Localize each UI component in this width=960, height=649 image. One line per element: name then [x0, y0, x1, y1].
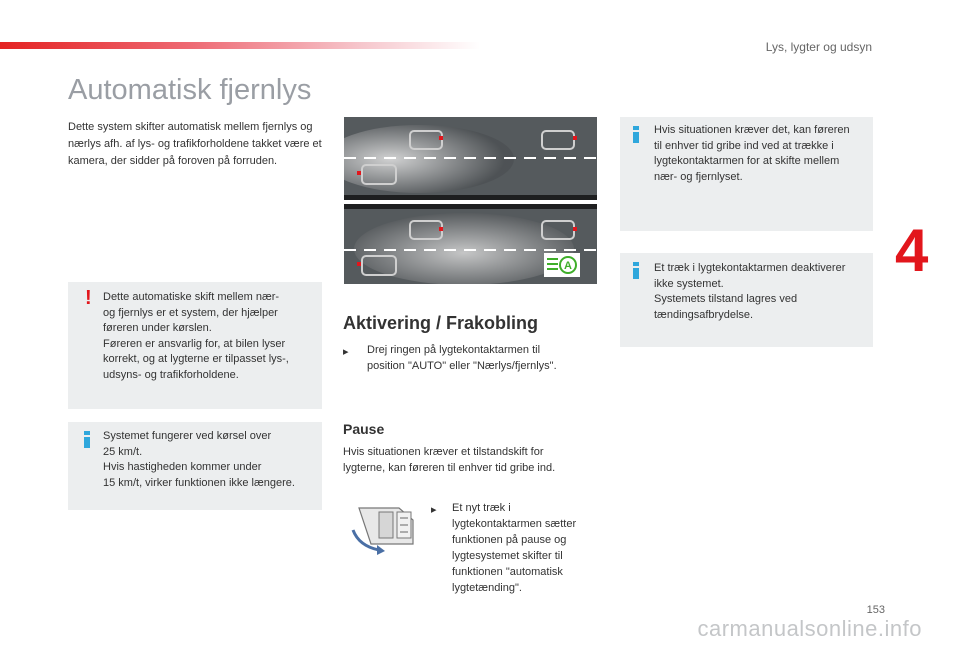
light-stalk-illustration: [349, 500, 427, 556]
pause-bullet-line: funktionen på pause og: [452, 534, 567, 546]
page-number: 153: [866, 604, 885, 616]
warning-text: [103, 290, 318, 383]
watermark: carmanualsonline.info: [697, 616, 922, 641]
auto-high-beam-badge-icon: [544, 253, 580, 277]
info-line: tændingsafbrydelse.: [654, 308, 754, 321]
page-title: Automatisk fjernlys: [68, 74, 312, 106]
activation-heading: Aktivering / Frakobling: [343, 313, 539, 333]
info-line: 25 km/t.: [103, 445, 143, 458]
pause-line: Hvis situationen kræver et tilstandskift for: [343, 446, 544, 458]
info-text-speed: [103, 429, 318, 491]
info-line: Hvis hastigheden kommer under: [103, 461, 262, 473]
activation-line: Drej ringen på lygtekontaktarmen til: [367, 344, 541, 356]
pause-bullet-line: funktionen "automatisk: [452, 566, 563, 578]
warning-line: Føreren er ansvarlig for, at bilen lyser: [103, 337, 286, 350]
activation-text: [367, 342, 597, 374]
pause-bullet-line: Et nyt træk i: [452, 502, 511, 514]
road-illustration: [344, 117, 597, 284]
info-box-override: [620, 117, 873, 231]
pause-heading: Pause: [343, 421, 385, 437]
pause-text: [343, 444, 593, 476]
info-line: Et træk i lygtekontaktarmen deaktiverer: [654, 262, 846, 274]
info-line: Systemet fungerer ved kørsel over: [103, 430, 272, 442]
pause-line: lygterne, kan føreren til enhver tid gribe ind.: [343, 462, 556, 474]
top-accent-bar: [0, 42, 480, 49]
info-line: til enhver tid gribe ind ved at trække i: [654, 139, 834, 152]
pause-bullet-line: lygtesystemet skifter til: [452, 550, 563, 562]
bullet-icon: ▸: [431, 504, 437, 516]
info-text-override: [654, 123, 871, 185]
warning-box: [68, 282, 322, 409]
warning-line: og fjernlys er et system, der hjælper: [103, 306, 278, 319]
warning-icon: !: [85, 287, 92, 309]
info-line: Hvis situationen kræver det, kan føreren: [654, 124, 850, 136]
info-line: Systemets tilstand lagres ved: [654, 293, 798, 305]
chapter-number: 4: [895, 217, 929, 284]
section-header: Lys, lygter og udsyn: [765, 40, 872, 54]
info-icon: [633, 262, 639, 279]
info-line: nær- og fjernlyset.: [654, 170, 743, 183]
info-line: ikke systemet.: [654, 277, 724, 290]
activation-line: position "AUTO" eller "Nærlys/fjernlys".: [367, 360, 557, 372]
info-text-memory: [654, 261, 871, 323]
intro-paragraph: Dette system skifter automatisk mellem fjernlys og nærlys afh. af lys- og trafikforholdene takket være et kamera, der sidder på foroven på forruden.: [68, 121, 322, 167]
warning-line: korrekt, og at lygterne er tilpasset lys-,: [103, 353, 289, 365]
bullet-icon: ▸: [343, 346, 349, 358]
pause-bullet-line: lygtetænding".: [452, 582, 522, 594]
info-box-memory: [620, 253, 873, 347]
info-line: 15 km/t, virker funktionen ikke længere.: [103, 476, 295, 489]
info-box-speed: [68, 422, 322, 510]
auto-badge-letter: A: [564, 260, 572, 272]
warning-line: Dette automatiske skift mellem nær-: [103, 291, 280, 303]
pause-bullet-text: [452, 500, 602, 596]
info-icon: [633, 126, 639, 143]
warning-line: udsyns- og trafikforholdene.: [103, 368, 239, 381]
info-line: lygtekontaktarmen for at skifte mellem: [654, 155, 840, 167]
pause-bullet-line: lygtekontaktarmen sætter: [452, 518, 577, 530]
info-icon: [84, 431, 90, 448]
warning-line: føreren under kørslen.: [103, 322, 212, 334]
